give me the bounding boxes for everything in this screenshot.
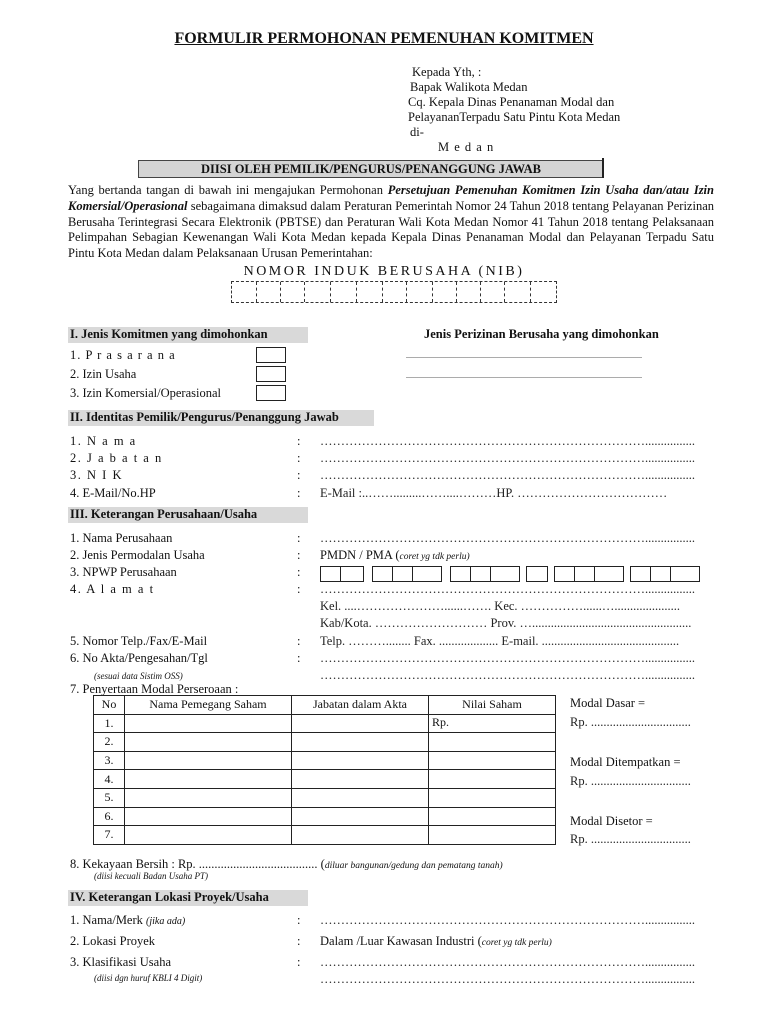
section-2-title: II. Identitas Pemilik/Pengurus/Penanggung Jawab	[70, 410, 339, 424]
address-line-6: M e d a n	[438, 140, 495, 154]
label-nama-merk	[70, 913, 185, 928]
col-nama-pemegang: Nama Pemegang Saham	[125, 696, 292, 715]
checkbox-izin-komersial[interactable]	[256, 385, 286, 401]
modal-ditempatkan-label: Modal Ditempatkan =	[570, 755, 681, 769]
field-lokasi-proyek[interactable]	[320, 934, 552, 949]
intro-text-2: sebagaimana dimaksud dalam Peraturan Pemerintah Nomor 24 Tahun 2018 tentang Pelayanan Perizinan Berusaha Terintegrasi Secara Elektronik (PBTSE) dan Peraturan Wali Kota Medan Nomor 41 Tahun 2018 tentang Pelaksanaan Pelimpahan Sebagian Kewenangan Wali Kota Medan kepada Kepala Dinas Penanaman Modal dan Pelayanan Terpadu Satu Pintu Kota Medan dalam Pelaksanaan Urusan Pemerintahan:	[68, 198, 714, 261]
shareholder-table	[93, 695, 556, 845]
npwp-box-6[interactable]	[630, 566, 700, 582]
perizinan-line-1[interactable]: ......................................................................................................................	[406, 351, 642, 360]
address-line-2: Bapak Walikota Medan	[410, 80, 528, 94]
intro-paragraph	[68, 183, 714, 262]
npwp-box-2[interactable]	[372, 566, 442, 582]
table-row[interactable]	[94, 807, 556, 826]
nilai-saham-rp: Rp.	[429, 714, 556, 733]
table-header-row	[94, 696, 556, 715]
checkbox-prasarana[interactable]	[256, 347, 286, 363]
fill-by-header: DIISI OLEH PEMILIK/PENGURUS/PENANGGUNG JAWAB	[138, 160, 604, 178]
table-row[interactable]	[94, 788, 556, 807]
oss-note: (sesuai data Sistim OSS)	[94, 671, 183, 681]
section-1-right-title: Jenis Perizinan Berusaha yang dimohonkan	[424, 327, 659, 341]
row-number: 1.	[94, 714, 125, 733]
table-row[interactable]	[94, 733, 556, 752]
modal-dasar-field[interactable]: Rp. ................................	[570, 715, 691, 729]
address-line-1: Kepada Yth, :	[412, 65, 482, 79]
row-number: 5.	[94, 788, 125, 807]
commit-prasarana: 1. P r a s a r a n a	[70, 348, 176, 362]
commit-izin-usaha: 2. Izin Usaha	[70, 367, 137, 381]
label-nama-perusahaan: 1. Nama Perusahaan	[70, 531, 173, 545]
nama-merk-text: 1. Nama/Merk	[70, 913, 143, 927]
label-jabatan: 2. J a b a t a n	[70, 451, 163, 465]
lokasi-coret-note: coret yg tdk perlu)	[481, 938, 552, 948]
address-line-3: Cq. Kepala Dinas Penanaman Modal dan	[408, 95, 615, 109]
field-klasifikasi-usaha-2[interactable]: ……………………………………………………………………................	[320, 972, 695, 986]
field-nama[interactable]: ……………………………………………………………………................	[320, 434, 695, 448]
label-penyertaan-modal: 7. Penyertaan Modal Perseroaan :	[70, 682, 239, 696]
kekayaan-note: diluar bangunan/gedung dan pematang tanah)	[324, 861, 503, 871]
commit-izin-komersial: 3. Izin Komersial/Operasional	[70, 386, 221, 400]
npwp-box-3[interactable]	[450, 566, 520, 582]
field-email-hp[interactable]: E-Mail :..…….........……....………HP. ………………………………	[320, 486, 668, 500]
label-nama: 1. N a m a	[70, 434, 137, 448]
field-nik[interactable]: ……………………………………………………………………................	[320, 468, 695, 482]
col-no: No	[94, 696, 125, 715]
kekayaan-note-2: (diisi kecuali Badan Usaha PT)	[94, 871, 208, 881]
address-line-5: di-	[410, 125, 424, 139]
modal-disetor-label: Modal Disetor =	[570, 814, 653, 828]
section-3-title: III. Keterangan Perusahaan/Usaha	[70, 507, 258, 521]
row-number: 3.	[94, 751, 125, 770]
field-telp-fax-email[interactable]: Telp. ………........ Fax. ................... E-mail. ............................................	[320, 634, 680, 648]
colon: :	[297, 451, 301, 465]
table-row[interactable]	[94, 751, 556, 770]
address-line-4: PelayananTerpadu Satu Pintu Kota Medan	[408, 110, 621, 124]
header-divider	[602, 158, 604, 178]
coret-note: coret yg tdk perlu)	[399, 552, 470, 562]
label-npwp: 3. NPWP Perusahaan	[70, 565, 177, 579]
label-email-hp: 4. E-Mail/No.HP	[70, 486, 156, 500]
modal-dasar-label: Modal Dasar =	[570, 696, 646, 710]
modal-ditempatkan-field[interactable]: Rp. ................................	[570, 774, 691, 788]
field-klasifikasi-usaha[interactable]: ……………………………………………………………………................	[320, 955, 695, 969]
colon: :	[297, 913, 301, 927]
nib-input[interactable]	[231, 281, 557, 303]
lokasi-text: Dalam /Luar Kawasan Industri (	[320, 934, 482, 948]
field-akta-2[interactable]: ……………………………………………………………………................	[320, 668, 695, 682]
label-akta: 6. No Akta/Pengesahan/Tgl	[70, 651, 208, 665]
label-nik: 3. N I K	[70, 468, 123, 482]
field-nama-perusahaan[interactable]: ……………………………………………………………………................	[320, 531, 695, 545]
intro-text-1: Yang bertanda tangan di bawah ini mengajukan Permohonan	[68, 183, 388, 197]
kekayaan-label: 8. Kekayaan Bersih : Rp. ......................................	[70, 857, 318, 871]
colon: :	[297, 565, 301, 579]
field-nama-merk[interactable]: ……………………………………………………………………................	[320, 913, 695, 927]
checkbox-izin-usaha[interactable]	[256, 366, 286, 382]
label-klasifikasi-usaha: 3. Klasifikasi Usaha	[70, 955, 172, 969]
npwp-box-5[interactable]	[554, 566, 624, 582]
nib-title: NOMOR INDUK BERUSAHA (NIB)	[243, 264, 525, 279]
col-nilai-saham: Nilai Saham	[429, 696, 556, 715]
colon: :	[297, 634, 301, 648]
col-jabatan: Jabatan dalam Akta	[292, 696, 429, 715]
colon: :	[297, 651, 301, 665]
colon: :	[297, 434, 301, 448]
kbli-note: (diisi dgn huruf KBLI 4 Digit)	[94, 973, 203, 983]
table-row[interactable]	[94, 714, 556, 733]
section-1-title: I. Jenis Komitmen yang dimohonkan	[70, 327, 268, 341]
field-alamat[interactable]: ……………………………………………………………………................	[320, 582, 695, 596]
field-jabatan[interactable]: ……………………………………………………………………................	[320, 451, 695, 465]
colon: :	[297, 486, 301, 500]
colon: :	[297, 531, 301, 545]
row-number: 6.	[94, 807, 125, 826]
label-lokasi-proyek: 2. Lokasi Proyek	[70, 934, 156, 948]
field-akta[interactable]: ……………………………………………………………………................	[320, 651, 695, 665]
table-row[interactable]	[94, 770, 556, 789]
pmdn-pma-text: PMDN / PMA (	[320, 548, 400, 562]
field-permodalan[interactable]	[320, 548, 470, 563]
field-kel-kec[interactable]: Kel. ....…………………......……. Kec. ……………......….....................	[320, 599, 681, 613]
perizinan-line-2[interactable]: ......................................................................................................................	[406, 371, 642, 380]
table-row[interactable]	[94, 826, 556, 845]
row-number: 2.	[94, 733, 125, 752]
form-title: FORMULIR PERMOHONAN PEMENUHAN KOMITMEN	[174, 30, 594, 47]
row-number: 4.	[94, 770, 125, 789]
colon: :	[297, 582, 301, 596]
section-4-title: IV. Keterangan Lokasi Proyek/Usaha	[70, 890, 269, 904]
colon: :	[297, 934, 301, 948]
field-kab-prov[interactable]: Kab/Kota. ……………………… Prov. …...................................................	[320, 616, 692, 630]
colon: :	[297, 548, 301, 562]
label-jenis-permodalan: 2. Jenis Permodalan Usaha	[70, 548, 205, 562]
label-alamat: 4. A l a m a t	[70, 582, 155, 596]
label-telp: 5. Nomor Telp./Fax/E-Mail	[70, 634, 208, 648]
colon: :	[297, 468, 301, 482]
colon: :	[297, 955, 301, 969]
intro-emphasis: Persetujuan Pemenuhan Komitmen Izin Usaha dan/atau Izin Komersial/Operasional	[68, 183, 714, 213]
row-number: 7.	[94, 826, 125, 845]
kekayaan-bersih[interactable]: 8. Kekayaan Bersih : Rp. ...................................... (diluar bangunan/gedung dan pematang tanah)	[70, 857, 503, 871]
npwp-box-4[interactable]	[526, 566, 548, 582]
nama-merk-note: (jika ada)	[146, 916, 186, 927]
modal-disetor-field[interactable]: Rp. ................................	[570, 832, 691, 846]
npwp-box-1[interactable]	[320, 566, 364, 582]
